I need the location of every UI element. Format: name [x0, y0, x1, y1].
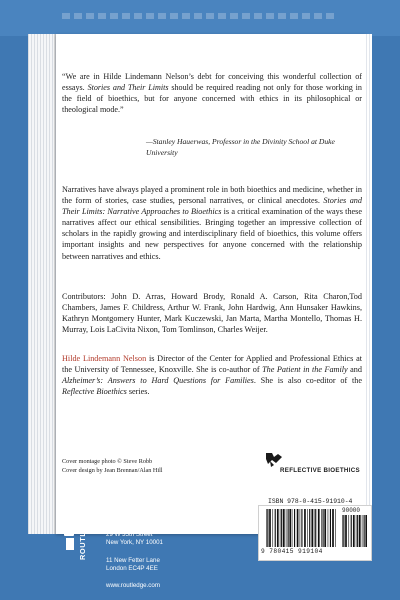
- book-description: [62, 184, 362, 262]
- photo-credit: Cover montage photo © Steve Robb: [62, 458, 153, 465]
- price-code: 90000: [342, 507, 361, 514]
- uk-address-line2: London EC4P 4EE: [106, 565, 158, 573]
- barcode-digits: 9 780415 919104: [261, 548, 323, 555]
- quote-book-title: Stories and Their Limits: [87, 83, 169, 93]
- isbn-label: ISBN 978-0-415-91910-4: [268, 498, 353, 505]
- barcode-main-icon: [265, 509, 337, 547]
- us-address: [106, 531, 163, 548]
- author-name: Hilde Lindemann Nelson: [62, 354, 147, 363]
- author-book1: The Patient in the Family: [262, 365, 348, 375]
- series-label: REFLECTIVE BIOETHICS: [280, 467, 360, 474]
- quote-text-end: should be required reading not only for those working in the field of bioethics, but for anyone concerned with ethics in its philosophical or theological mode.”: [62, 83, 362, 115]
- author-bio-and: and: [347, 365, 362, 375]
- quote-text-start: “We are in Hilde Lindemann Nelson’s debt for conceiving this wonderful collection of essays.: [62, 72, 362, 93]
- author-bio-part3: series.: [126, 387, 150, 397]
- cover-credits: [62, 458, 222, 475]
- us-address-line2: New York, NY 10001: [106, 539, 163, 547]
- publisher-website[interactable]: www.routledge.com: [106, 582, 160, 589]
- author-bio: [62, 353, 362, 397]
- design-credit: Cover design by Jean Brennan/Alan Hill: [62, 466, 163, 474]
- quote-attribution: —Stanley Hauerwas, Professor in the Divinity School at Duke University: [146, 137, 335, 157]
- us-address-line1: 29 W 35th Street: [106, 531, 153, 538]
- author-bio-part2: . She is also co-editor of the: [253, 376, 363, 386]
- endorsement-quote: [62, 71, 362, 115]
- author-bio-part1: is Director of the Center for Applied and Professional Ethics at the University of Tennessee, Knoxville. She is co-author of: [62, 354, 362, 375]
- description-book-title: Stories and Their Limits: Narrative Approaches to Bioethics: [62, 196, 362, 217]
- top-band: [0, 0, 400, 36]
- barcode-addon-icon: [341, 515, 367, 547]
- barcode-box: [258, 505, 372, 561]
- description-part2: is a critical examination of the ways these narratives affect our ethical sensibilities. Bringing together an impressive collection of scholars in the rapidly growing and interdisciplinary field of bioethics, this volume offers important insights and new perspectives for anyone concerned with the relationship between narratives and ethics.: [62, 207, 363, 261]
- panel-right-edge: [366, 34, 372, 534]
- author-series: Reflective Bioethics: [62, 387, 127, 397]
- top-decorative-strip: [62, 13, 334, 19]
- author-book2: Alzheimer’s: Answers to Hard Questions for Families: [62, 376, 254, 386]
- page-stack-edge: [28, 34, 56, 534]
- uk-address-line1: 11 New Fetter Lane: [106, 557, 160, 564]
- uk-address: [106, 557, 160, 574]
- publisher-name: ROUTLEDGE: [78, 508, 87, 560]
- description-part1: Narratives have always played a prominent role in both bioethics and medicine, whether in the form of stories, case studies, personal narratives, or clinical anecdotes.: [62, 185, 362, 206]
- contributors-list: Contributors: John D. Arras, Howard Brody, Ronald A. Carson, Rita Charon,Tod Chambers, James F. Childress, Arthur W. Frank, John Hardwig, Ann Hunsaker Hawkins, Kathryn Montgomery Hunter, Mark Kuczewski, Jan Marta, Martha Montello, Thomas H. Murray, Lois LaCivita Nixon, Tom Tomlinson, Charles Weijer.: [62, 292, 362, 335]
